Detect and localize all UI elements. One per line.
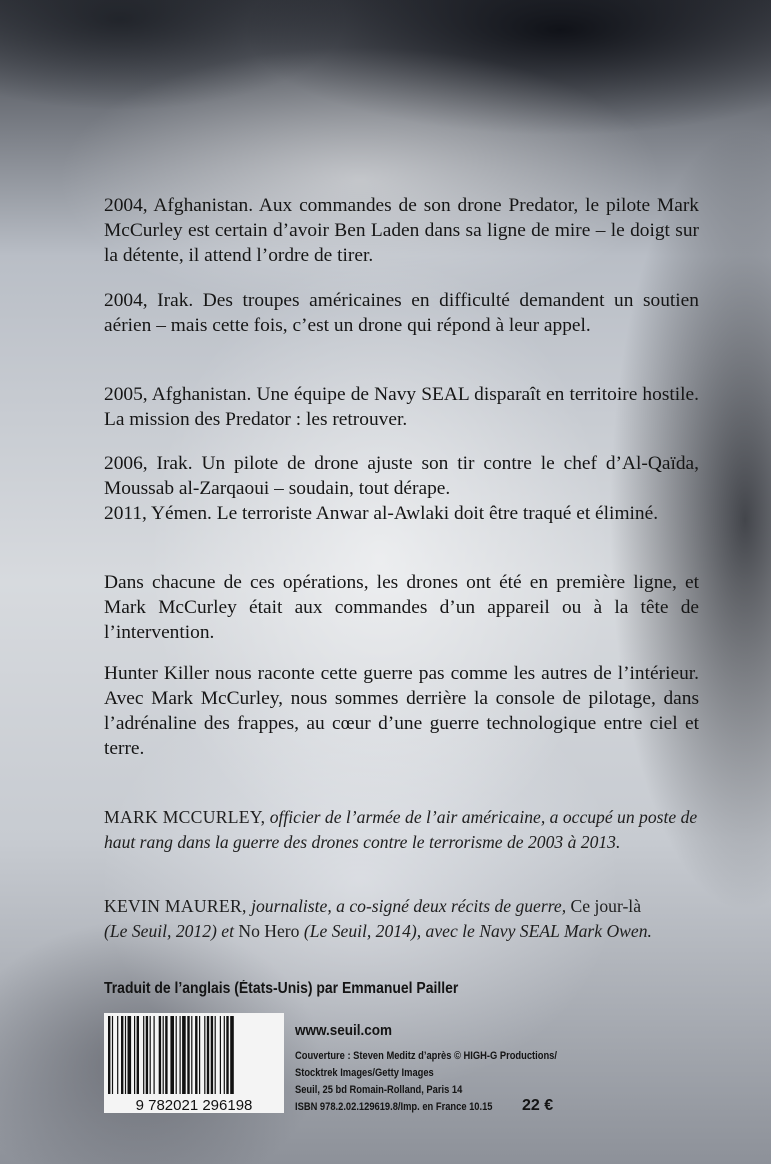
barcode-bar bbox=[204, 1016, 205, 1094]
barcode-bar bbox=[154, 1016, 155, 1094]
credit-line-images: Stocktrek Images/Getty Images bbox=[295, 1067, 434, 1079]
barcode-number: 9 782021 296198 bbox=[135, 1097, 253, 1113]
paragraph-hunter-killer: Hunter Killer nous raconte cette guerre pas comme les autres de l’intérieur. Avec Mark McCurley, nous sommes derrière la console de pilotage, dans l’adrénaline des frappes, au cœur d’une guerre technologique entre ciel et terre. bbox=[104, 663, 699, 759]
credit-line-address: Seuil, 25 bd Romain-Rolland, Paris 14 bbox=[295, 1084, 463, 1096]
barcode-bar bbox=[150, 1016, 151, 1094]
barcode-bar bbox=[163, 1016, 164, 1094]
barcode-bar bbox=[195, 1016, 197, 1094]
paragraph-irak-2006: 2006, Irak. Un pilote de drone ajuste son tir contre le chef d’Al-Qaïda, Moussab al-Zarqaoui – soudain, tout dérape. bbox=[104, 453, 699, 499]
bio-coauthor-text-1: journaliste, a co-signé deux récits de guerre, bbox=[251, 896, 567, 916]
publisher-website: www.seuil.com bbox=[295, 1022, 393, 1039]
translation-credit: Traduit de l’anglais (États-Unis) par Emmanuel Pailler bbox=[104, 980, 459, 997]
barcode-bar bbox=[187, 1016, 189, 1094]
barcode-bar bbox=[199, 1016, 200, 1094]
barcode-bar bbox=[182, 1016, 186, 1094]
book-title-no-hero: No Hero bbox=[238, 921, 300, 941]
barcode-bar bbox=[220, 1016, 221, 1094]
barcode-bar bbox=[207, 1016, 209, 1094]
credit-line-cover: Couverture : Steven Meditz d’après © HIGH-G Productions/ bbox=[295, 1050, 557, 1062]
barcode-bar bbox=[134, 1016, 135, 1094]
barcode-bar bbox=[230, 1016, 234, 1094]
barcode-bar bbox=[176, 1016, 177, 1094]
barcode-bar bbox=[224, 1016, 225, 1094]
barcode-bar bbox=[146, 1016, 148, 1094]
barcode-bar bbox=[215, 1016, 216, 1094]
bio-kevin-maurer bbox=[104, 894, 704, 944]
book-title-ce-jour-la: Ce jour-là bbox=[570, 896, 642, 916]
bio-author-text: officier de l’armée de l’air américaine, a occupé un poste de haut rang dans la guerre des drones contre le terrorisme de 2003 à 2013. bbox=[104, 807, 698, 852]
paragraph-operations: Dans chacune de ces opérations, les drones ont été en première ligne, et Mark McCurley était aux commandes d’un appareil ou à la tête de l’intervention. bbox=[104, 572, 699, 643]
barcode-bar bbox=[191, 1016, 192, 1094]
paragraph-yemen-2011: 2011, Yémen. Le terroriste Anwar al-Awlaki doit être traqué et éliminé. bbox=[104, 503, 659, 524]
barcode-bar bbox=[170, 1016, 174, 1094]
barcode-bar bbox=[165, 1016, 167, 1094]
barcode-bar bbox=[159, 1016, 161, 1094]
bio-coauthor-text-3: (Le Seuil, 2014), avec le Navy SEAL Mark Owen. bbox=[303, 921, 652, 941]
bio-author-name: MARK MCCURLEY, bbox=[104, 807, 266, 827]
paragraph-irak-2004: 2004, Irak. Des troupes américaines en difficulté demandent un soutien aérien – mais cette fois, c’est un drone qui répond à leur appel. bbox=[104, 290, 699, 336]
bio-coauthor-text-2: (Le Seuil, 2012) et bbox=[104, 921, 234, 941]
barcode-bar bbox=[128, 1016, 132, 1094]
barcode-bar bbox=[108, 1016, 110, 1094]
isbn-barcode bbox=[104, 1013, 284, 1113]
bio-coauthor-name: KEVIN MAURER, bbox=[104, 896, 247, 916]
barcode-bar bbox=[112, 1016, 113, 1094]
paragraph-afghanistan-2004: 2004, Afghanistan. Aux commandes de son drone Predator, le pilote Mark McCurley est certain d’avoir Ben Laden dans sa ligne de mire – le doigt sur la détente, il attend l’ordre de tirer. bbox=[104, 195, 699, 266]
barcode-bar bbox=[121, 1016, 123, 1094]
paragraph-afghanistan-2005: 2005, Afghanistan. Une équipe de Navy SEAL disparaît en territoire hostile. La mission des Predator : les retrouver. bbox=[104, 384, 699, 430]
credits-block bbox=[295, 1048, 557, 1116]
barcode-bar bbox=[125, 1016, 126, 1094]
barcode-bar bbox=[226, 1016, 228, 1094]
barcode-bar bbox=[117, 1016, 118, 1094]
barcode-bar bbox=[137, 1016, 139, 1094]
bio-mark-mccurley bbox=[104, 805, 704, 855]
credit-line-isbn: ISBN 978.2.02.129619.8/Imp. en France 10.15 bbox=[295, 1101, 493, 1113]
barcode-bar bbox=[211, 1016, 213, 1094]
barcode-bar bbox=[180, 1016, 181, 1094]
price: 22 € bbox=[522, 1097, 554, 1114]
barcode-bar bbox=[143, 1016, 144, 1094]
